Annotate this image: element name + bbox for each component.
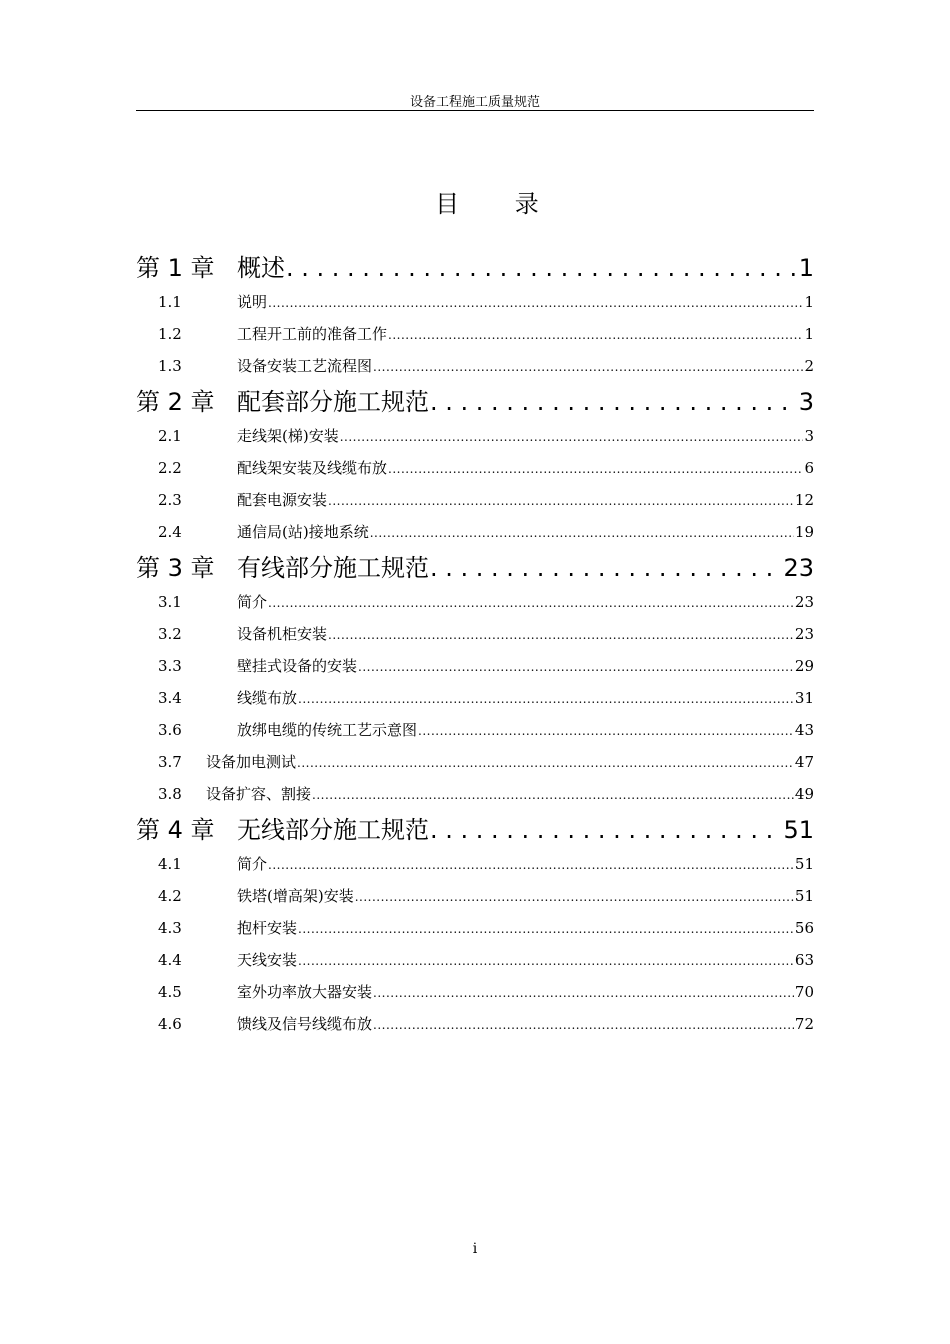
toc-entry-title: 概述 — [237, 254, 285, 282]
toc-section-entry[interactable] — [136, 650, 814, 682]
toc-section-entry[interactable] — [136, 912, 814, 944]
toc-dot-leader — [340, 420, 804, 453]
toc-section-entry[interactable] — [136, 778, 814, 810]
toc-entry-page: 51 — [794, 887, 814, 905]
toc-entry-title: 有线部分施工规范 — [237, 554, 429, 582]
toc-entry-page: 51 — [794, 855, 814, 873]
toc-dot-leader — [373, 976, 794, 1009]
toc-entry-page: 70 — [794, 983, 814, 1001]
toc-section-entry[interactable] — [136, 350, 814, 382]
toc-entry-title: 设备扩容、割接 — [206, 785, 312, 803]
toc-entry-page: 6 — [804, 459, 814, 477]
toc-section-entry[interactable] — [136, 452, 814, 484]
toc-dot-leader — [298, 944, 794, 977]
toc-entry-page: 23 — [794, 593, 814, 611]
toc-section-entry[interactable] — [136, 944, 814, 976]
toc-entry-number: 3.2 — [158, 625, 182, 643]
toc-dot-leader — [430, 384, 798, 420]
toc-entry-number: 1.3 — [158, 357, 182, 375]
toc-entry-number: 2.1 — [158, 427, 182, 445]
toc-entry-number: 第 4 章 — [136, 816, 215, 844]
toc-dot-leader — [286, 250, 798, 286]
toc-section-entry[interactable] — [136, 976, 814, 1008]
toc-section-entry[interactable] — [136, 586, 814, 618]
toc-dot-leader — [268, 586, 794, 619]
running-header: 设备工程施工质量规范 — [409, 95, 540, 110]
toc-section-entry[interactable] — [136, 1008, 814, 1040]
toc-entry-number: 4.1 — [158, 855, 182, 873]
toc-entry-number: 4.4 — [158, 951, 182, 969]
toc-dot-leader — [370, 516, 794, 549]
toc-entry-number: 1.2 — [158, 325, 182, 343]
toc-section-entry[interactable] — [136, 484, 814, 516]
toc-entry-title: 说明 — [237, 293, 268, 311]
toc-entry-page: 72 — [794, 1015, 814, 1033]
toc-entry-page: 63 — [794, 951, 814, 969]
toc-section-entry[interactable] — [136, 618, 814, 650]
toc-entry-page: 3 — [798, 388, 814, 416]
toc-entry-number: 3.8 — [158, 785, 182, 803]
toc-entry-title: 铁塔(增高架)安装 — [237, 887, 354, 905]
toc-section-entry[interactable] — [136, 880, 814, 912]
toc-entry-title: 设备加电测试 — [206, 753, 297, 771]
toc-dot-leader — [388, 452, 803, 485]
page-number: i — [472, 1241, 478, 1257]
toc-entry-number: 第 3 章 — [136, 554, 215, 582]
toc-entry-title: 简介 — [237, 855, 268, 873]
toc-dot-leader — [297, 746, 794, 779]
toc-entry-number: 2.2 — [158, 459, 182, 477]
toc-entry-number: 3.6 — [158, 721, 182, 739]
toc-entry-page: 12 — [794, 491, 814, 509]
toc-entry-page: 51 — [783, 816, 814, 844]
toc-entry-page: 56 — [794, 919, 814, 937]
toc-dot-leader — [430, 812, 782, 848]
toc-entry-number: 2.4 — [158, 523, 182, 541]
toc-entry-title: 抱杆安装 — [237, 919, 298, 937]
toc-entry-page: 19 — [794, 523, 814, 541]
toc-entry-title: 壁挂式设备的安装 — [237, 657, 358, 675]
toc-entry-number: 2.3 — [158, 491, 182, 509]
toc-chapter-entry[interactable] — [136, 250, 814, 286]
toc-section-entry[interactable] — [136, 516, 814, 548]
toc-dot-leader — [373, 1008, 794, 1041]
toc-entry-number: 第 2 章 — [136, 388, 215, 416]
toc-entry-page: 23 — [783, 554, 814, 582]
toc-entry-number: 4.3 — [158, 919, 182, 937]
toc-entry-number: 3.1 — [158, 593, 182, 611]
toc-dot-leader — [268, 286, 803, 319]
toc-entry-title: 通信局(站)接地系统 — [237, 523, 369, 541]
toc-section-entry[interactable] — [136, 714, 814, 746]
toc-section-entry[interactable] — [136, 420, 814, 452]
toc-entry-title: 室外功率放大器安装 — [237, 983, 373, 1001]
toc-entry-page: 31 — [794, 689, 814, 707]
toc-dot-leader — [298, 682, 794, 715]
toc-entry-title: 简介 — [237, 593, 268, 611]
toc-entry-page: 47 — [794, 753, 814, 771]
toc-entry-page: 1 — [798, 254, 814, 282]
toc-entry-page: 29 — [794, 657, 814, 675]
toc-dot-leader — [268, 848, 794, 881]
toc-entry-page: 3 — [804, 427, 814, 445]
toc-section-entry[interactable] — [136, 682, 814, 714]
toc-entry-number: 3.3 — [158, 657, 182, 675]
header-divider — [136, 110, 814, 111]
toc-entry-title: 设备机柜安装 — [237, 625, 328, 643]
toc-entry-title: 无线部分施工规范 — [237, 816, 429, 844]
toc-entry-title: 工程开工前的准备工作 — [237, 325, 388, 343]
toc-dot-leader — [373, 350, 803, 383]
toc-dot-leader — [430, 550, 782, 586]
toc-dot-leader — [358, 650, 794, 683]
toc-entry-title: 走线架(梯)安装 — [237, 427, 339, 445]
toc-entry-number: 1.1 — [158, 293, 182, 311]
toc-section-entry[interactable] — [136, 318, 814, 350]
toc-dot-leader — [355, 880, 794, 913]
toc-title: 目 录 — [435, 190, 563, 218]
toc-entry-number: 4.6 — [158, 1015, 182, 1033]
toc-entry-number: 第 1 章 — [136, 254, 215, 282]
toc-section-entry[interactable] — [136, 286, 814, 318]
toc-entry-title: 馈线及信号线缆布放 — [237, 1015, 373, 1033]
toc-entry-title: 天线安装 — [237, 951, 298, 969]
toc-entry-number: 4.2 — [158, 887, 182, 905]
toc-entry-title: 设备安装工艺流程图 — [237, 357, 373, 375]
toc-dot-leader — [312, 778, 794, 811]
toc-entry-number: 4.5 — [158, 983, 182, 1001]
toc-dot-leader — [328, 618, 794, 651]
toc-entry-page: 43 — [794, 721, 814, 739]
table-of-contents — [136, 248, 814, 1040]
toc-entry-number: 3.4 — [158, 689, 182, 707]
toc-section-entry[interactable] — [136, 848, 814, 880]
toc-entry-page: 1 — [804, 293, 814, 311]
toc-entry-title: 配线架安装及线缆布放 — [237, 459, 388, 477]
toc-entry-page: 2 — [804, 357, 814, 375]
toc-entry-title: 线缆布放 — [237, 689, 298, 707]
toc-dot-leader — [388, 318, 803, 351]
toc-dot-leader — [298, 912, 794, 945]
toc-entry-page: 23 — [794, 625, 814, 643]
toc-entry-title: 放绑电缆的传统工艺示意图 — [237, 721, 418, 739]
toc-dot-leader — [418, 714, 794, 747]
toc-entry-title: 配套电源安装 — [237, 491, 328, 509]
toc-dot-leader — [328, 484, 794, 517]
toc-entry-title: 配套部分施工规范 — [237, 388, 429, 416]
toc-entry-page: 1 — [804, 325, 814, 343]
toc-chapter-entry[interactable] — [136, 812, 814, 848]
toc-entry-number: 3.7 — [158, 753, 182, 771]
toc-section-entry[interactable] — [136, 746, 814, 778]
toc-entry-page: 49 — [794, 785, 814, 803]
toc-chapter-entry[interactable] — [136, 550, 814, 586]
toc-chapter-entry[interactable] — [136, 384, 814, 420]
